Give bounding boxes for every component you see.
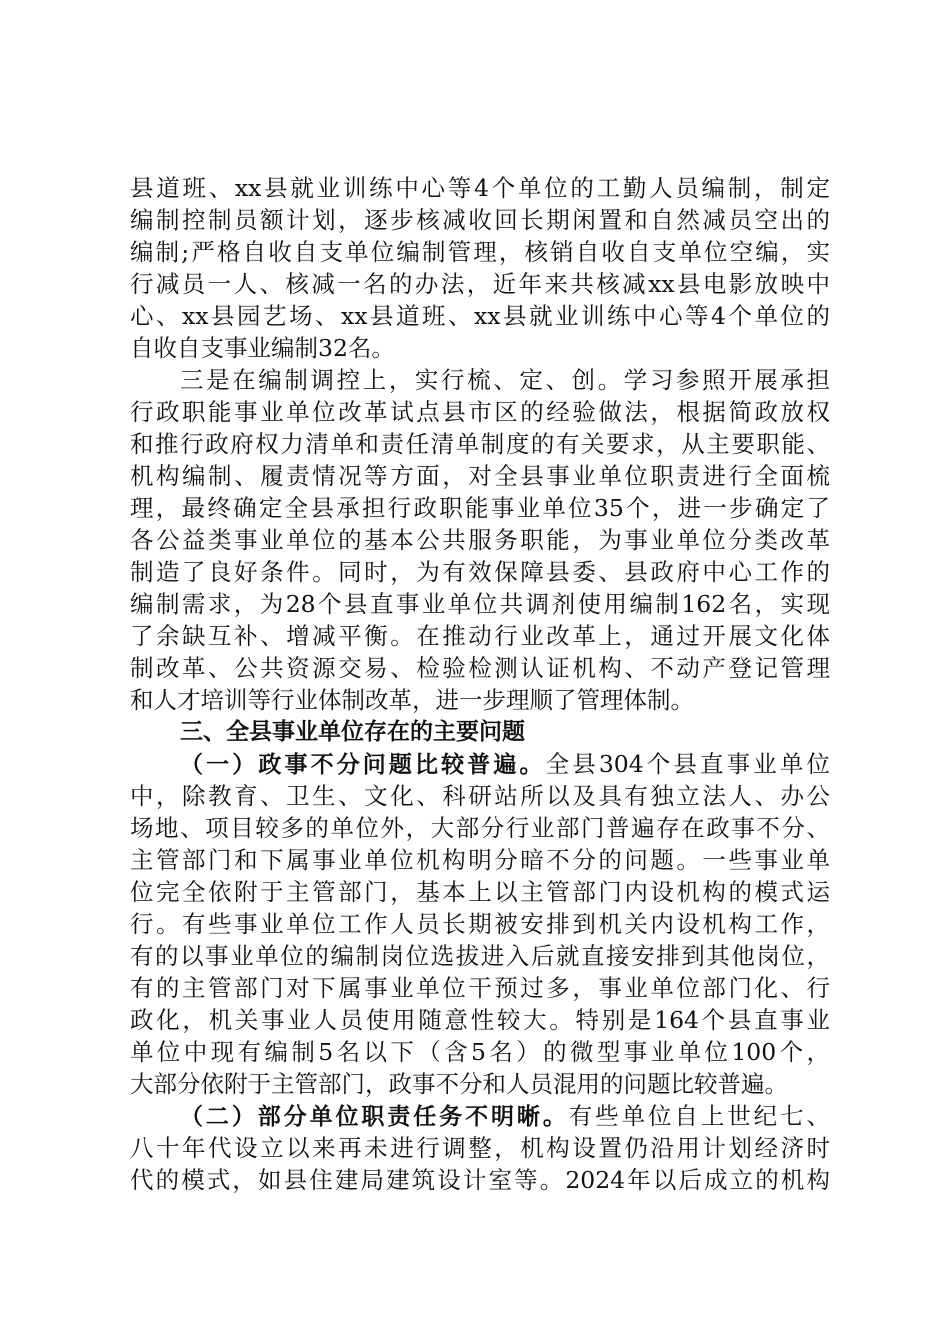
text-line: 各公益类事业单位的基本公共服务职能，为事业单位分类改革 <box>130 526 830 554</box>
paragraph-start <box>130 1100 830 1132</box>
text-fragment: 全县304个县直事业单位 <box>545 750 830 778</box>
text-line: 场地、项目较多的单位外，大部分行业部门普遍存在政事不分、 <box>130 814 830 842</box>
paragraph-start: 三是在编制调控上，实行梳、定、创。学习参照开展承担 <box>180 366 830 394</box>
text-line: 代的模式，如县住建局建筑设计室等。2024年以后成立的机构 <box>130 1166 830 1194</box>
text-line: 中，除教育、卫生、文化、科研站所以及具有独立法人、办公 <box>130 782 830 810</box>
text-line: 和人才培训等行业体制改革，进一步理顺了管理体制。 <box>130 686 694 714</box>
text-line: 心、xx县园艺场、xx县道班、xx县就业训练中心等4个单位的 <box>130 302 830 330</box>
text-line: 编制控制员额计划，逐步核减收回长期闲置和自然减员空出的 <box>130 206 830 234</box>
text-line: 行政职能事业单位改革试点县市区的经验做法，根据简政放权 <box>130 398 830 426</box>
text-line: 八十年代设立以来再未进行调整，机构设置仍沿用计划经济时 <box>130 1134 830 1162</box>
subsection-heading: （二）部分单位职责任务不明晰。 <box>180 1104 569 1130</box>
text-line: 制改革、公共资源交易、检验检测认证机构、不动产登记管理 <box>130 654 830 682</box>
text-line: 制造了良好条件。同时，为有效保障县委、县政府中心工作的 <box>130 558 830 586</box>
document-body <box>130 172 830 1196</box>
text-line: 大部分依附于主管部门，政事不分和人员混用的问题比较普遍。 <box>130 1070 788 1098</box>
text-line: 有的以事业单位的编制岗位选拔进入后就直接安排到其他岗位， <box>130 942 830 970</box>
subsection-heading: （一）政事不分问题比较普遍。 <box>180 752 546 778</box>
text-line: 编制;严格自收自支单位编制管理，核销自收自支单位空编，实 <box>130 238 830 266</box>
text-line: 主管部门和下属事业单位机构明分暗不分的问题。一些事业单 <box>130 846 830 874</box>
text-line: 行减员一人、核减一名的办法，近年来共核减xx县电影放映中 <box>130 270 830 298</box>
text-line: 行。有些事业单位工作人员长期被安排到机关内设机构工作， <box>130 910 830 938</box>
section-heading: 三、全县事业单位存在的主要问题 <box>180 719 525 745</box>
text-line: 县道班、xx县就业训练中心等4个单位的工勤人员编制，制定 <box>130 174 830 202</box>
text-line: 单位中现有编制5名以下（含5名）的微型事业单位100个， <box>130 1038 830 1066</box>
paragraph-start <box>130 748 830 780</box>
text-line: 政化，机关事业人员使用随意性较大。特别是164个县直事业 <box>130 1006 830 1034</box>
text-line: 理，最终确定全县承担行政职能事业单位35个，进一步确定了 <box>130 494 830 522</box>
text-line: 编制需求，为28个县直事业单位共调剂使用编制162名，实现 <box>130 590 830 618</box>
text-line: 有的主管部门对下属事业单位干预过多，事业单位部门化、行 <box>130 974 830 1002</box>
text-line: 机构编制、履责情况等方面，对全县事业单位职责进行全面梳 <box>130 462 830 490</box>
text-line: 自收自支事业编制32名。 <box>130 334 395 362</box>
text-line: 位完全依附于主管部门，基本上以主管部门内设机构的模式运 <box>130 878 830 906</box>
text-fragment: 有些单位自上世纪七、 <box>568 1102 830 1130</box>
text-line: 和推行政府权力清单和责任清单制度的有关要求，从主要职能、 <box>130 430 830 458</box>
text-line: 了余缺互补、增减平衡。在推动行业改革上，通过开展文化体 <box>130 622 830 650</box>
